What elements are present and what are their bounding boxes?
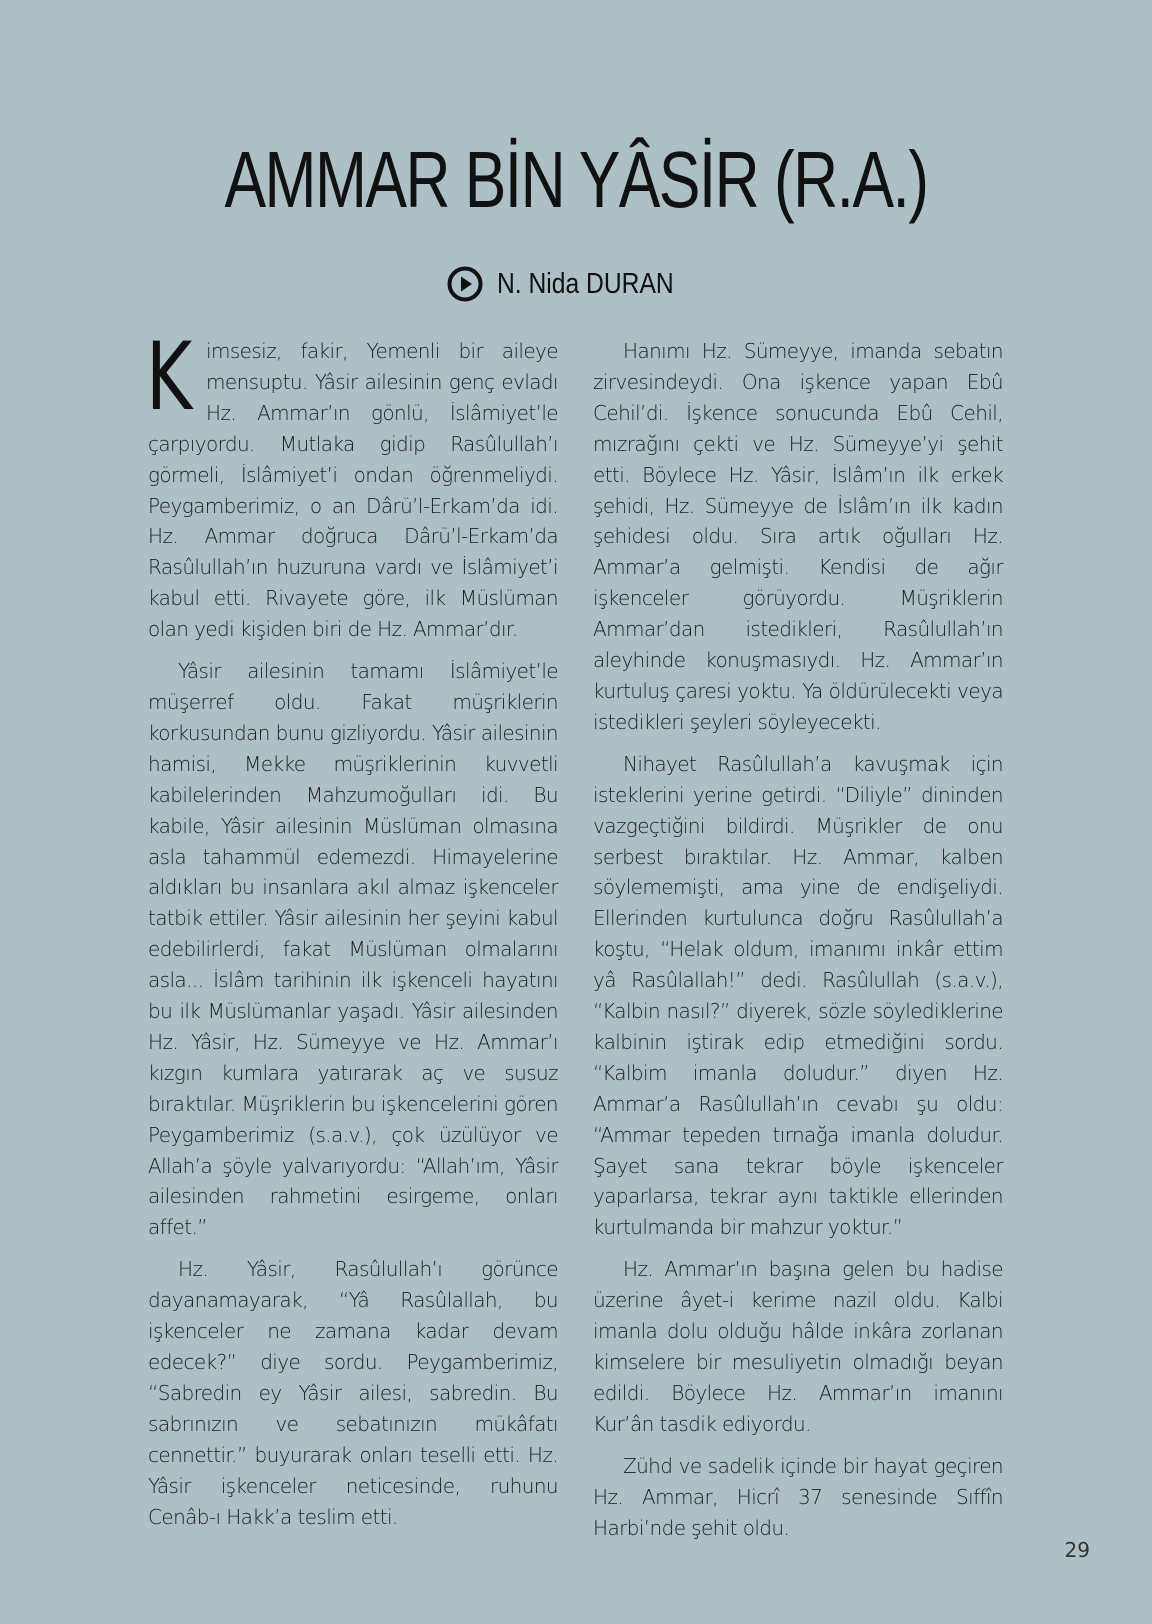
paragraph: Zühd ve sadelik içinde bir hayat geçiren Hz. Ammar, Hicrî 37 senesinde Sıffîn Harbi’nde şehit oldu. bbox=[593, 1453, 1003, 1540]
paragraph: Yâsir ailesinin tamamı İslâmiyet’le müşerref oldu. Fakat müşriklerin korkusundan bunu gizliyordu. Yâsir ailesinin hamisi, Mekke müşriklerinin kuvvetli kabilelerinden Mahzumoğulları idi. Bu kabile, Yâsir ailesinin Müslüman olmasına asla tahammül edemezdi. Himayelerine aldıkları bu insanlara akıl almaz işkenceler tatbik ettiler. Yâsir ailesinin her şeyini kabul edebilirlerdi, fakat Müslüman olmalarını asla... İslâm tarihinin ilk işkenceli hayatını bu ilk Müslümanlar yaşadı. Yâsir ailesinden Hz. Yâsir, Hz. Sümeyye ve Hz. Ammar’ı kızgın kumlara yatırarak aç ve susuz bıraktılar. Müşriklerin bu işkencelerini gören Peygamberimiz (s.a.v.), çok üzülüyor ve Allah’a şöyle yalvarıyordu: “Allah’ım, Yâsir ailesinden rahmetini esirgeme, onları affet.” bbox=[148, 659, 558, 1240]
drop-cap: K bbox=[146, 323, 192, 432]
play-circle-icon bbox=[447, 266, 483, 302]
paragraph: Hanımı Hz. Sümeyye, imanda sebatın zirvesindeydi. Ona işkence yapan Ebû Cehil’di. İşkence sonucunda Ebû Cehil, mızrağını çekti ve Hz. Sümeyye’yi şehit etti. Böylece Hz. Yâsir, İslâm’ın ilk erkek şehidi, Hz. Sümeyye de İslâm’ın ilk kadın şehidesi oldu. Sıra artık oğulları Hz. Ammar’a gelmişti. Kendisi de ağır işkenceler görüyordu. Müşriklerin Ammar’dan istedikleri, Rasûlullah’ın aleyhinde konuşmasıydı. Hz. Ammar’ın kurtuluş çaresi yoktu. Ya öldürülecekti veya istedikleri şeyleri söyleyecekti. bbox=[593, 339, 1003, 734]
right-column bbox=[593, 336, 1003, 1554]
author-line bbox=[0, 266, 1152, 302]
left-column bbox=[146, 323, 558, 1543]
article-title: AMMAR BİN YÂSİR (R.A.) bbox=[224, 135, 928, 224]
paragraph: Hz. Yâsir, Rasûlullah’ı görünce dayanamayarak, “Yâ Rasûlallah, bu işkenceler ne zamana kadar devam edecek?” diye sordu. Peygamberimiz, “Sabredin ey Yâsir ailesi, sabredin. Bu sabrınızın ve sebatınızın mükâfatı cennettir.” buyurarak onları teselli etti. Hz. Yâsir işkenceler neticesinde, ruhunu Cenâb-ı Hakk’a teslim etti. bbox=[148, 1257, 558, 1529]
paragraph bbox=[146, 323, 558, 645]
paragraph: Hz. Ammar’ın başına gelen bu hadise üzerine âyet-i kerime nazil oldu. Kalbi imanla dolu olduğu hâlde inkâra zorlanan kimselere bir mesuliyetin olmadığı beyan edildi. Böylece Hz. Ammar’ın imanını Kur’ân tasdik ediyordu. bbox=[593, 1257, 1003, 1436]
paragraph-text: imsesiz, fakir, Yemenli bir aileye mensuptu. Yâsir ailesinin genç evladı Hz. Ammar’ın gönlü, İslâmiyet’le çarpıyordu. Mutlaka gidip Rasûlullah’ı görmeli, İslâmiyet’i ondan öğrenmeliydi. Peygamberimiz, o an Dârü’l-Erkam’da idi. Hz. Ammar doğruca Dârü’l-Erkam’da Rasûlullah’ın huzuruna vardı ve İslâmiyet’i kabul etti. Rivayete göre, ilk Müslüman olan yedi kişiden biri de Hz. Ammar’dır. bbox=[148, 339, 558, 642]
page-number: 29 bbox=[1064, 1538, 1090, 1562]
author-name: N. Nida DURAN bbox=[497, 267, 674, 300]
paragraph: Nihayet Rasûlullah’a kavuşmak için isteklerini yerine getirdi. “Diliyle” dininden vazgeçtiğini bildirdi. Müşrikler de onu serbest bıraktılar. Hz. Ammar, kalben söylememişti, ama yine de endişeliydi. Ellerinden kurtulunca doğru Rasûlullah’a koştu, “Helak oldum, imanımı inkâr ettim yâ Rasûlallah!” dedi. Rasûlullah (s.a.v.), “Kalbin nasıl?” diyerek, sözle söylediklerine kalbinin iştirak edip etmediğini sordu. “Kalbim imanla doludur.” diyen Hz. Ammar’a Rasûlullah’ın cevabı şu oldu: “Ammar tepeden tırnağa imanla doludur. Şayet sana tekrar böyle işkenceler yaparlarsa, tekrar aynı taktikle ellerinden kurtulmanda bir mahzur yoktur.” bbox=[593, 751, 1003, 1240]
